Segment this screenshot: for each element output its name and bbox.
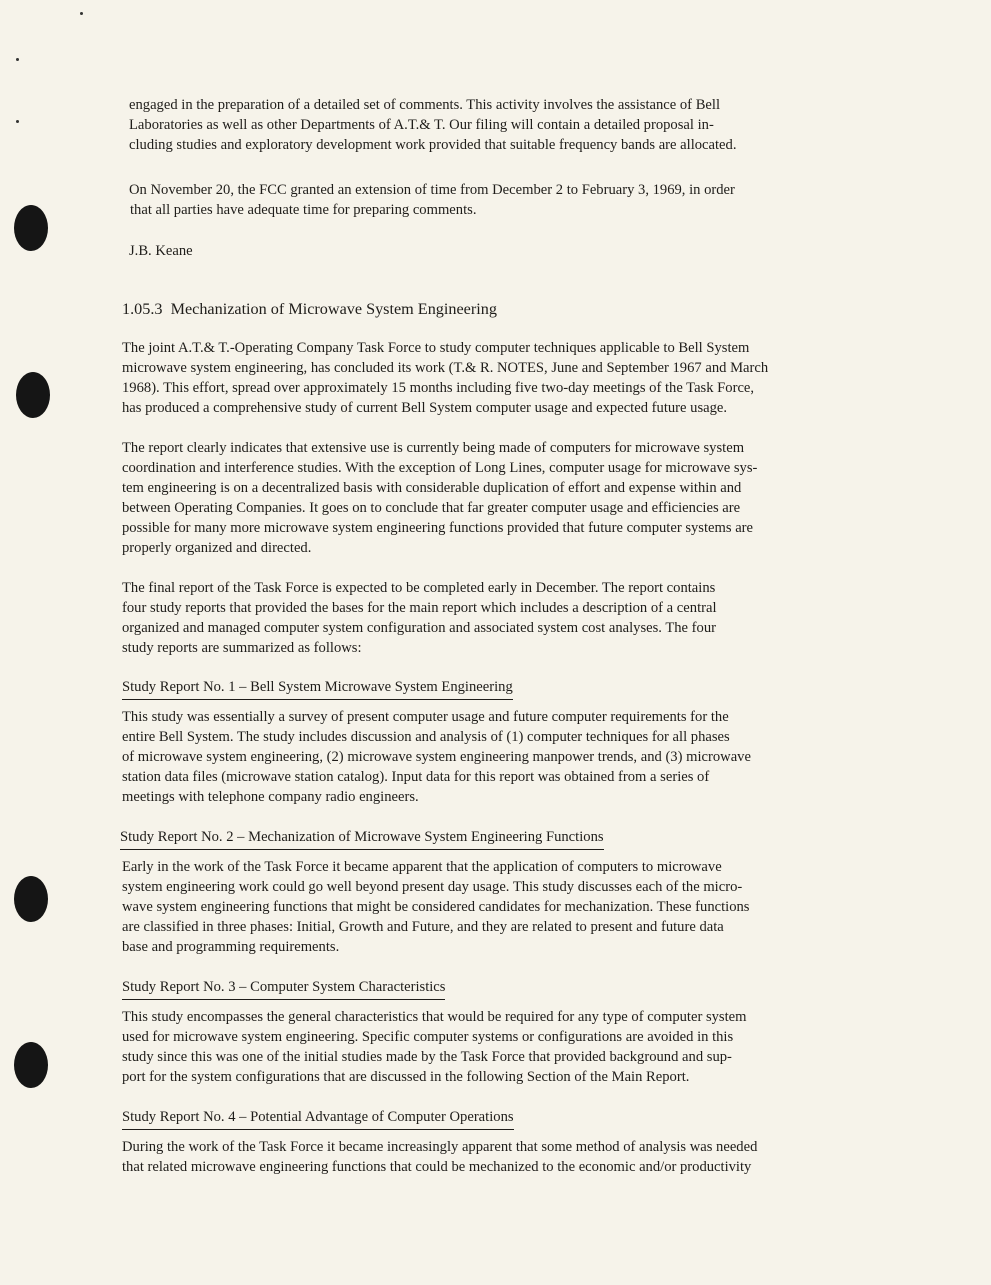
study-report-1-heading: Study Report No. 1 – Bell System Microwave System Engineering — [122, 677, 513, 700]
study-report-3-body: This study encompasses the general characteristics that would be required for any type of computer system used for microwave system engineering. Specific computer systems or configurations are avoided in this study since this was one of the initial studies made by the Task Force that provided background and sup- port for the system configurations that are discussed in the following Section of the Main Report. — [122, 1009, 747, 1086]
intro-paragraph: engaged in the preparation of a detailed set of comments. This activity involves the assistance of Bell Laboratories as well as other Departments of A.T.& T. Our filing will contain a detailed proposal in- cluding studies and exploratory development work provided that suitable frequency bands are allocated. — [129, 97, 737, 154]
section-number: 1.05.3 — [122, 300, 163, 318]
fcc-paragraph: On November 20, the FCC granted an extension of time from December 2 to February 3, 1969, in order that all parties have adequate time for preparing comments. — [129, 182, 735, 219]
paragraph-report-indicates: The report clearly indicates that extensive use is currently being made of computers for microwave system coordination and interference studies. With the exception of Long Lines, computer usage for microwave sys- tem engineering is on a decentralized basis with considerable duplication of effort and expense within and between Operating Companies. It goes on to conclude that far greater computer usage and efficiencies are possible for many more microwave system engineering functions provided that future computer systems are properly organized and directed. — [122, 440, 758, 557]
study-report-4-body: During the work of the Task Force it became increasingly apparent that some method of analysis was needed that related microwave engineering functions that could be mechanized to the economic and/or productivity — [122, 1139, 758, 1176]
punch-hole — [14, 1042, 48, 1088]
signature: J.B. Keane — [129, 243, 193, 259]
study-report-2-body: Early in the work of the Task Force it became apparent that the application of computers to microwave system engineering work could go well beyond present day usage. This study discusses each of the micro- wave system engineering functions that might be considered candidates for mechanization. These functions are classified in three phases: Initial, Growth and Future, and they are related to present and future data base and programming requirements. — [122, 859, 750, 956]
paper-speck — [80, 12, 83, 15]
punch-hole — [14, 205, 48, 251]
paper-speck — [16, 120, 19, 123]
paper-speck — [16, 58, 19, 61]
punch-hole — [14, 876, 48, 922]
study-report-1-body: This study was essentially a survey of present computer usage and future computer requirements for the entire Bell System. The study includes discussion and analysis of (1) computer techniques for all phases of microwave system engineering, (2) microwave system engineering manpower trends, and (3) microwave station data files (microwave station catalog). Input data for this report was obtained from a series of meetings with telephone company radio engineers. — [122, 709, 751, 806]
paragraph-task-force: The joint A.T.& T.-Operating Company Task Force to study computer techniques applicable to Bell System microwave system engineering, has concluded its work (T.& R. NOTES, June and September 1967 and March 1968). This effort, spread over approximately 15 months including five two-day meetings of the Task Force, has produced a comprehensive study of current Bell System computer usage and expected future usage. — [122, 340, 769, 417]
study-report-4-heading: Study Report No. 4 – Potential Advantage of Computer Operations — [122, 1107, 514, 1130]
punch-hole — [16, 372, 50, 418]
study-report-3-heading: Study Report No. 3 – Computer System Characteristics — [122, 977, 445, 1000]
paragraph-final-report: The final report of the Task Force is expected to be completed early in December. The report contains four study reports that provided the bases for the main report which includes a description of a central organized and managed computer system configuration and associated system cost analyses. The four study reports are summarized as follows: — [122, 580, 717, 657]
study-report-2-heading: Study Report No. 2 – Mechanization of Microwave System Engineering Functions — [120, 827, 604, 850]
section-title: Mechanization of Microwave System Engineering — [170, 300, 497, 318]
section-heading — [122, 298, 497, 320]
